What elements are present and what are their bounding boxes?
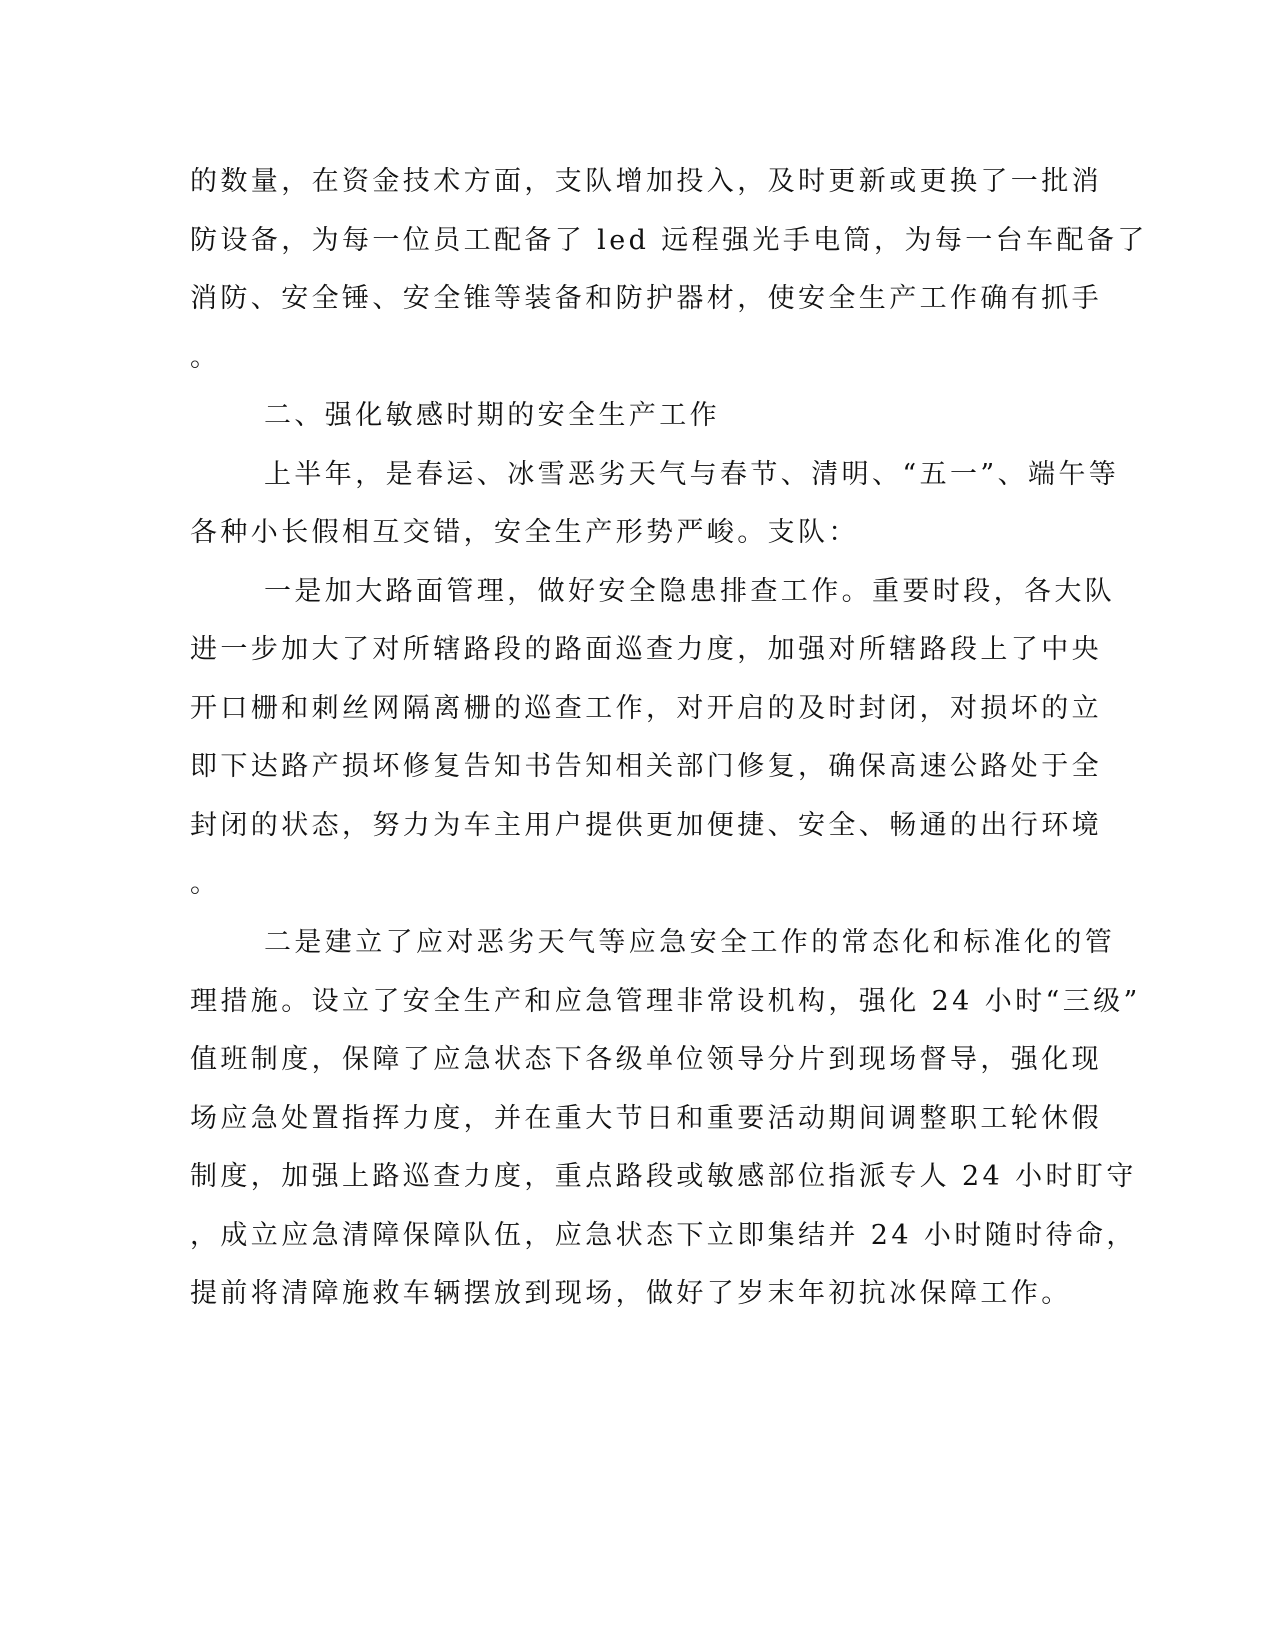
text-line: 防设备，为每一位员工配备了 led 远程强光手电筒，为每一台车配备了 <box>190 225 1148 256</box>
text-line: 上半年，是春运、冰雪恶劣天气与春节、清明、“五一”、端午等 <box>264 459 1120 490</box>
text-line: 一是加大路面管理，做好安全隐患排查工作。重要时段，各大队 <box>264 576 1116 607</box>
text-line: ，成立应急清障保障队伍，应急状态下立即集结并 24 小时随时待命， <box>190 1220 1137 1251</box>
text-line: 值班制度，保障了应急状态下各级单位领导分片到现场督导，强化现 <box>190 1044 1102 1075</box>
text-line: 消防、安全锤、安全锥等装备和防护器材，使安全生产工作确有抓手 <box>190 283 1102 314</box>
text-line: 即下达路产损坏修复告知书告知相关部门修复，确保高速公路处于全 <box>190 751 1102 782</box>
text-line: 各种小长假相互交错，安全生产形势严峻。支队： <box>190 517 859 548</box>
text-line: 制度，加强上路巡查力度，重点路段或敏感部位指派专人 24 小时盯守 <box>190 1161 1137 1192</box>
text-line: 提前将清障施救车辆摆放到现场，做好了岁末年初抗冰保障工作。 <box>190 1278 1072 1309</box>
text-line: 二是建立了应对恶劣天气等应急安全工作的常态化和标准化的管 <box>264 927 1116 958</box>
section-heading: 二、强化敏感时期的安全生产工作 <box>264 400 720 431</box>
text-line: 封闭的状态，努力为车主用户提供更加便捷、安全、畅通的出行环境 <box>190 810 1102 841</box>
text-line: 。 <box>190 342 221 373</box>
text-line: 的数量，在资金技术方面，支队增加投入，及时更新或更换了一批消 <box>190 166 1102 197</box>
text-line: 进一步加大了对所辖路段的路面巡查力度，加强对所辖路段上了中央 <box>190 634 1102 665</box>
text-line: 。 <box>190 868 221 899</box>
text-line: 理措施。设立了安全生产和应急管理非常设机构，强化 24 小时“三级” <box>190 986 1141 1017</box>
text-line: 开口栅和刺丝网隔离栅的巡查工作，对开启的及时封闭，对损坏的立 <box>190 693 1102 724</box>
text-line: 场应急处置指挥力度，并在重大节日和重要活动期间调整职工轮休假 <box>190 1103 1102 1134</box>
